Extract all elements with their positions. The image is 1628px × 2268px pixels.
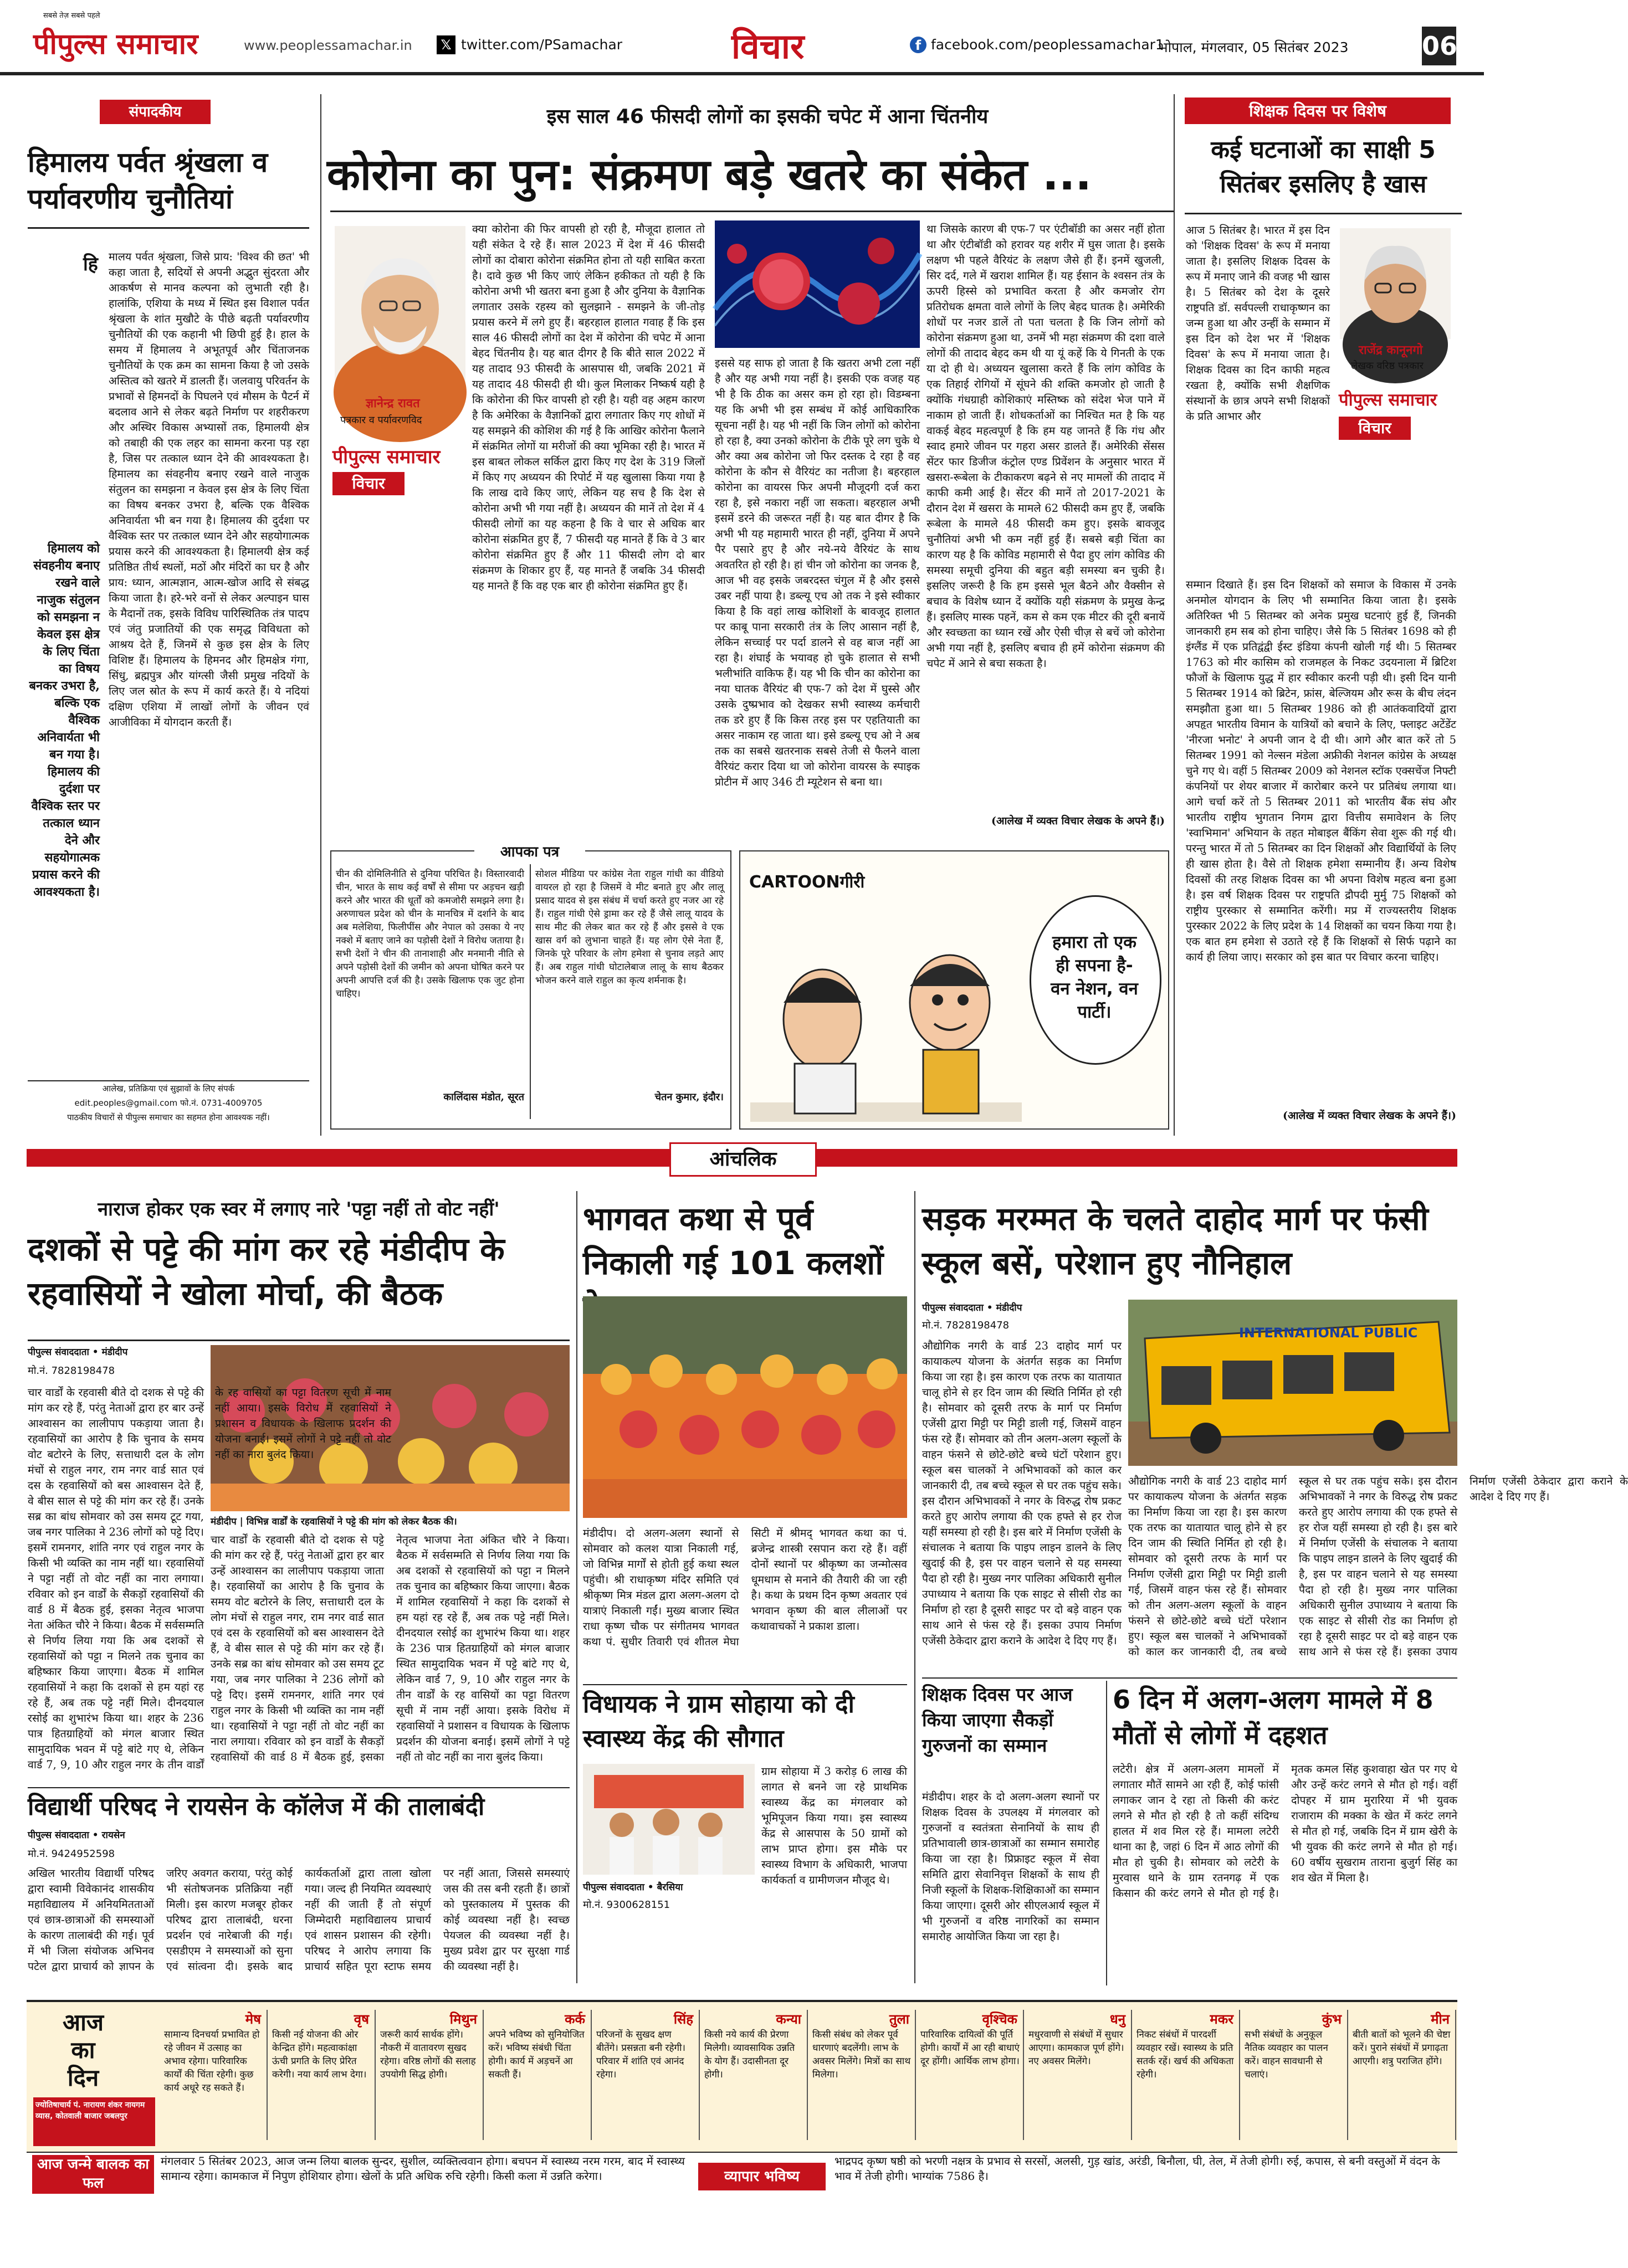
editorial-tag: संपादकीय <box>100 100 211 124</box>
letters-col2: सोशल मीडिया पर कांग्रेस नेता राहुल गांधी का वीडियो वायरल हो रहा है जिसमें वे मीट बनाते हुए और लालू प्रसाद यादव से इस संबंध में चर्चा करते हुए नजर आ रहे हैं। राहुल गांधी ऐसे ड्रामा कर रहे हैं जैसे लालू यादव के साथ मीट की लेकर बात कर रहे हैं और इससे वे एक खास वर्ग को लुभाना चाहते हैं। यह लोग ऐसे नेता हैं, जिनके पूरे परिवार के लोग हमेशा से चुनाव लड़ते आए हैं। अब राहुल गांधी घोटालेबाज लालू के साथ बैठकर भोजन करने वाले राहुल का कृत्य शर्मनाक है। <box>535 869 724 986</box>
divider-left <box>320 94 321 1136</box>
horoscope-sign-text: जरूरी कार्य सार्थक होंगे। नौकरी में वातावरण सुखद रहेगा। वरिष्ठ लोगों की सलाह उपयोगी सिद्ध होगी। <box>380 2029 476 2080</box>
story6-top-rule <box>922 1677 1457 1679</box>
teachers-body-bottom: सम्मान दिखाते हैं। इस दिन शिक्षकों को समाज के विकास में उनके अनमोल योगदान के लिए भी सम्मानित किया जाता है। इसके अतिरिक्त भी 5 सितम्बर को अनेक प्रमुख घटनाएं हुई हैं, जिनकी जानकारी हम सब को होना चाहिए। जैसे कि 5 सितंबर 1698 को ही इंग्लैंड में एक प्रतिद्वंद्वी ईस्ट इंडिया कंपनी खोली गई थी। 5 सितम्बर 1763 को मीर कासिम को राजमहल के निकट उदयनाला में ब्रिटिश फौजों के खिलाफ युद्ध में हार स्वीकार करनी पड़ी थी। इसी दिन यानी 5 सितम्बर 1914 को ब्रिटेन, फ्रांस, बेल्जियम और रूस के बीच लंदन समझौता हुआ था। 5 सितम्बर 1986 को ही आतंकवादियों द्वारा अपहृत भारतीय विमान के यात्रियों को बचाने के लिए, फ्लाइट अटेंडेंट 'नीरजा भनोट' ने अपनी जान दे दी थी। आगे और बात करें तो 5 सितम्बर 1991 को नेल्सन मंडेला अफ्रीकी नेशनल कांग्रेस के अध्यक्ष चुने गए थे। वहीं 5 सितम्बर 2009 को नेशनल स्टॉक एक्सचेंज निफ्टी कंपनियों पर शेयर बाजार में कारोबार करने पर प्रतिबंध लगाया था। आगे चर्चा करें तो 5 सितम्बर 2011 को भारतीय बैंक संघ और भारतीय राष्ट्रीय भुगतान निगम द्वारा वित्तीय समावेशन के लिए 'स्वाभिमान' अभियान के तहत मोबाइल बैंकिंग सेवा शुरू की गई थी। परन्तु भारत में तो 5 सितम्बर का दिन शिक्षकों और विद्यार्थियों के लिए ही खास होता है। वैसे तो शिक्षक हमेशा सम्मानीय हैं। अन्य विशेष दिवसों की तरह शिक्षक दिवस का भी अपना विशेष महत्व बना हुआ है। इस वर्ष शिक्षक दिवस पर राष्ट्रपति द्रौपदी मुर्मु 75 शिक्षकों को राष्ट्रीय पुरस्कार से सम्मानित करेंगी। मप्र में राज्यस्तरीय शिक्षक पुरस्कार 2022 के लिए प्रदेश के 14 शिक्षकों का चयन किया गया है। एक बात हम हमेशा से उठाते रहे हैं कि शिक्षकों से सिर्फ पढ़ाने का कार्य ही लिया जाए। सरकार को इस बात पर विचार करना चाहिए। <box>1186 578 1456 963</box>
story5-body-cont <box>1128 1474 1628 1671</box>
horoscope-sign-text: पारिवारिक दायित्वों की पूर्ति होगी। कार्यों में आ रही बाधाएं दूर होंगी। आर्थिक लाभ होगा। <box>920 2029 1020 2067</box>
horoscope-sign-name: सिंह <box>673 2012 693 2027</box>
horoscope-sign-name: धनु <box>1109 2012 1125 2027</box>
page-number: 06 <box>1422 27 1456 65</box>
virus-illustration <box>715 220 920 348</box>
market-tag: व्यापार भविष्य <box>698 2163 826 2190</box>
story2-byline: पीपुल्स संवाददाता • रायसेन <box>28 1830 125 1841</box>
cartoon-tag: CARTOONगीरी <box>749 873 865 892</box>
story4-top-rule <box>583 1684 907 1685</box>
editorial-pullquote: हिमालय को संवहनीय बनाए रखने वाले नाजुक संतुलन को समझना न केवल इस क्षेत्र के लिए चिंता का विषय बनकर उभरा है, बल्कि एक वैश्विक अनिवार्यता भी बन गया है। हिमालय की दुर्दशा पर वैश्विक स्तर पर तत्काल ध्यान देने और सहयोगात्मक प्रयास करने की आवश्यकता है। <box>29 541 100 899</box>
horoscope-sign-name: तुला <box>889 2012 909 2027</box>
story6-headline: शिक्षक दिवस पर आज किया जाएगा सैकड़ों गुरुजनों का सम्मान <box>922 1684 1073 1756</box>
editorial-body: मालय पर्वत श्रृंखला, जिसे प्राय: 'विश्व की छत' भी कहा जाता है, सदियों से अपनी अद्भुत सुंदरता और आकर्षण से मानव कल्पना को लुभाती रही है। हालांकि, एशिया के मध्य में स्थित इस विशाल पर्वत श्रृंखला के शांत मुखौटे के पीछे बढ़ती पर्यावरणीय चुनौतियों की एक कहानी भी छिपी हुई है। हाल के समय में हिमालय ने अभूतपूर्व और चिंताजनक चुनौतियों के एक क्रम का सामना किया है जो उसके अस्तित्व को खतरे में डालती हैं। जलवायु परिवर्तन के प्रभावों से हिमनदों के पिघलने एवं मौसम के पैटर्न में बदलाव आने से लेकर बढ़ते निर्माण पर शहरीकरण और अस्थिर विकास अभ्यासों तक, हिमालयी क्षेत्र को तबाही की एक लहर का सामना करना पड़ रहा है, जिस पर तत्काल ध्यान देने की आवश्यकता है। हिमालय का संवहनीय बनाए रखने वाले नाजुक संतुलन का समझना न केवल इस क्षेत्र के लिए चिंता का विषय बनकर उभरा है, बल्कि एक वैश्विक अनिवार्यता भी बन गया है। हिमालय की दुर्दशा पर वैश्विक स्तर पर तत्काल ध्यान देने और सहयोगात्मक प्रयास करने की आवश्यकता है। हिमालयी क्षेत्र कई प्रतिष्ठित तीर्थ स्थलों, मठों और मंदिरों का घर है और प्राय: ध्यान, आत्मज्ञान, आत्म-खोज आदि से संबद्ध किया जाता है। हरे-भरे वनों से लेकर अल्पाइन घास के मैदानों तक, इसके विविध पारिस्थितिक तंत्र पादप एवं जंतु प्रजातियों की एक समृद्ध विविधता को आश्रय देते हैं, जिनमें से कुछ इस क्षेत्र के लिए विशिष्ट हैं। हिमालय के हिमनद और हिमक्षेत्र गंगा, सिंधु, ब्रह्मपुत्र और यांग्त्सी जैसी प्रमुख नदियों के लिए जल स्रोत के रूप में कार्य करते हैं। ये नदियां दक्षिण एशिया में लाखों लोगों के जीवन एवं आजीविका में योगदान करती हैं। <box>109 250 309 728</box>
story1-caption: मंडीदीप | विभिन्न वार्डों के रहवासियों ने पट्टे की मांग को लेकर बैठक की। <box>211 1516 457 1527</box>
story4-body: ग्राम सोहाया में 3 करोड़ 6 लाख की लागत से बनने जा रहे प्राथमिक स्वास्थ्य केंद्र का मंगलवार को भूमिपूजन किया गया। इस स्वास्थ्य केंद्र से आसपास के 50 ग्रामों को लाभ प्राप्त होगा। इस मौके पर स्वास्थ्य विभाग के अधिकारी, भाजपा कार्यकर्ता व ग्रामीणजन मौजूद थे। <box>761 1765 907 1886</box>
editorial-dropcap: हि <box>83 253 98 275</box>
divider-regional-3 <box>1106 1681 1107 1985</box>
story4-phone: मो.नं. 9300628151 <box>583 1899 670 1911</box>
horoscope-sign <box>809 2010 916 2140</box>
editorial-footer <box>28 1080 309 1137</box>
story2-headline: विद्यार्थी परिषद ने रायसेन के कॉलेज में की तालाबंदी <box>28 1793 485 1821</box>
story5-body-cont-text: औद्योगिक नगरी के वार्ड 23 दाहोद मार्ग पर कायाकल्प योजना के अंतर्गत सड़क का निर्माण किया जा रहा है। इस कारण एक तरफ का यातायात चालू होने से हर दिन जाम की स्थिति निर्मित हो रही है। सोमवार को दूसरी तरफ के मार्ग पर निर्माण एजेंसी द्वारा मिट्टी पर मिट्टी डाली गई, जिसमें वाहन फंस रहे हैं। सोमवार को तीन अलग-अलग स्कूलों के वाहन फंसने से छोटे-छोटे बच्चे घंटों परेशान हुए। स्कूल बस चालकों ने अभिभावकों को काल कर जानकारी दी, तब बच्चे स्कूल से घर तक पहुंच सके। इस दौरान अभिभावकों ने नगर के विरुद्ध रोष प्रकट करते हुए आरोप लगाया की एक हफ्ते से हर रोज यहीं समस्या हो रही है। इस बारे में निर्माण एजेंसी के संचालक ने बताया कि पाइप लाइन डालने के लिए खुदाई की है, इस पर वाहन चलाने से यह समस्या पैदा हो रही है। मुख्य नगर पालिका अधिकारी सुनील उपाध्याय ने बताया कि एक साइट से सीसी रोड का निर्माण हो रहा है दूसरी साइट पर दो बड़े वाहन एक साथ आने से फंस रहे हैं। इसका उपाय निर्माण एजेंसी ठेकेदार द्वारा कराने के आदेश दे दिए गए हैं। <box>1128 1475 1628 1658</box>
letters-tag: आपका पत्र <box>474 842 585 862</box>
horoscope-sign-name: वृष <box>354 2012 369 2027</box>
story5-phone: मो.नं. 7828198478 <box>922 1320 1010 1331</box>
main-section-badge: विचार <box>332 472 405 495</box>
story4-photo <box>583 1764 755 1875</box>
story4-headline: विधायक ने ग्राम सोहाया को दी स्वास्थ्य केंद्र की सौगात <box>583 1690 854 1753</box>
teachers-author-role: लेखक वरिष्ठ पत्रकार <box>1351 360 1424 372</box>
teachers-tag: शिक्षक दिवस पर विशेष <box>1185 98 1451 124</box>
horoscope-sign <box>485 2010 592 2140</box>
divider-regional-2 <box>914 1191 915 1983</box>
masthead-twitter: twitter.com/PSamachar <box>461 37 623 53</box>
section-title: विचार <box>731 26 805 66</box>
story1-body-cont <box>211 1532 570 1787</box>
main-kicker: इस साल 46 फीसदी लोगों का इसकी चपेट में आना चिंतनीय <box>546 105 989 128</box>
teachers-author-name: राजेंद्र कानूनगो <box>1359 343 1423 357</box>
horoscope-title <box>33 2009 133 2092</box>
divider-regional-1 <box>576 1191 577 1983</box>
story7-headline: 6 दिन में अलग-अलग मामले में 8 मौतों से लोगों में दहशत <box>1113 1685 1434 1750</box>
cartoon-drawing <box>750 897 1022 1122</box>
horoscope-sign <box>1133 2010 1240 2140</box>
story7-body: लटेरी। क्षेत्र में अलग-अलग मामलों में लगातार मौतें सामने आ रही हैं, कोई फांसी लगाकर जान दे रहा तो किसी की करंट लगने से मौत हो रही है तो कहीं संदिग्ध हालत में शव मिल रहे हैं। मामला लटेरी थाना का है, जहां 6 दिन में आठ लोगों की मौत हो चुकी है। सोमवार को लटेरी के मुरवास थाने के ग्राम रतनगढ़ में एक किसान की करंट लगने से मौत हो गई है। मृतक कमल सिंह कुशवाहा खेत पर गए थे और उन्हें करंट लगने से मौत हो गई। वहीं दोपहर में ग्राम मुरारिया में भी युवक राजाराम की मक्का के खेत में करंट लगने से मौत हो गई, जबकि दिन में ग्राम खेरी के भी युवक की करंट लगने से मौत हो गई। 60 वर्षीय सुखराम ताराना बुजुर्ग सिंह का शव खेत में मिला है। <box>1113 1763 1457 1900</box>
horoscope-sign-text: सभी संबंधों के अनुकूल नैतिक व्यवहार का पालन करें। वाहन सावधानी से चलाएं। <box>1245 2029 1328 2080</box>
market-text: भाद्रपद कृष्ण षष्ठी को भरणी नक्षत्र के प्रभाव से सरसों, अलसी, गुड़ खांड, अरंडी, बिनौला, घी, तेल, में तेजी होगी। रुई, कपास, से बनी वस्तुओं में वंदन के भाव में तेजी होगी। भाग्यांक 7586 है। <box>835 2154 1440 2183</box>
story6-body: मंडीदीप। शहर के दो अलग-अलग स्थानों पर शिक्षक दिवस के उपलक्ष्य में मंगलवार को गुरुजनों व स्वतंत्रता सेनानियों के साथ ही प्रतिभावाली छात्र-छात्राओं का सम्मान समारोह किया जा रहा है। प्रिफ्राइट स्कूल में सेवा समिति द्वारा सेवानिवृत्त शिक्षकों के साथ ही निजी स्कूलों के शिक्षक-शिक्षिकाओं का सम्मान किया जाएगा। दूसरी ओर सीएलआर्य स्कूल में भी गुरुजनों व वरिष्ठ नागरिकों का सम्मान समारोह आयोजित किया जा रहा है। <box>922 1790 1099 1943</box>
editorial-footer-2[interactable]: edit.peoples@gmail.com फो.नं. 0731-4009705 <box>74 1098 263 1108</box>
horoscope-title-3: दिन <box>67 2064 99 2091</box>
horoscope-sign <box>1241 2010 1348 2140</box>
horoscope-sign-name: कर्क <box>565 2012 585 2027</box>
story5-bus-photo <box>1128 1300 1457 1466</box>
horoscope-sign <box>593 2010 700 2140</box>
horoscope-sign-text: निकट संबंधों में पारदर्शी व्यवहार रखें। स्वास्थ्य के प्रति सतर्क रहें। खर्च की अधिकता रहेगी। <box>1136 2029 1234 2080</box>
main-author-name: ज्ञानेन्द्र रावत <box>366 397 420 411</box>
masthead-facebook: facebook.com/peoplessamachar1 <box>931 37 1164 53</box>
story1-byline: पीपुल्स संवाददाता • मंडीदीप <box>28 1347 128 1358</box>
masthead <box>0 0 1484 75</box>
story5-byline: पीपुल्स संवाददाता • मंडीदीप <box>922 1302 1022 1313</box>
main-headline: कोरोना का पुन: संक्रमण बड़े खतरे का संकेत ... <box>327 150 1092 200</box>
teachers-section-badge: विचार <box>1339 417 1411 440</box>
masthead-logo: पीपुल्स समाचार <box>33 28 198 61</box>
letters-sender-1: कालिंदास मंडोत, सूरत <box>443 1091 524 1103</box>
masthead-site: www.peoplessamachar.in <box>244 38 412 53</box>
letters-sender-2: चेतन कुमार, इंदौर। <box>654 1091 724 1103</box>
editorial-title: हिमालय पर्वत श्रृंखला व पर्यावरणीय चुनौतियां <box>28 146 268 215</box>
story3-body: मंडीदीप। दो अलग-अलग स्थानों से सोमवार को कलश यात्रा निकाली गई, जो विभिन्न मार्गों से होती हुई कथा स्थल पहुंची। श्री राधाकृष्ण मंदिर समिति एवं श्रीकृष्ण मित्र मंडल द्वारा अलग-अलग दो यात्राएं निकाली गईं। मुख्य बाजार स्थित राधा कृष्ण चौक पर संगीतमय भागवत कथा पं. सुधीर तिवारी एवं शीतल मेघा सिटी में श्रीमद् भागवत कथा का पं. ब्रजेन्द्र शास्त्री रसपान करा रहे हैं। वहीं दोनों स्थानों पर श्रीकृष्ण का जन्मोत्सव धूमधाम से मनाने की तैयारी की जा रही है। कथा के प्रथम दिन कृष्ण अवतार एवं भगवान कृष्ण की बाल लीलाओं पर कथावाचकों ने प्रकाश डाला। <box>583 1527 907 1648</box>
horoscope-sign-name: कन्या <box>776 2012 801 2027</box>
story1-phone: मो.नं. 7828198478 <box>28 1365 115 1377</box>
horoscope-sign-text: किसी नये कार्य की प्रेरणा मिलेगी। व्यावसायिक उन्नति के योग हैं। उदासीनता दूर होगी। <box>704 2029 795 2080</box>
story1-body-cont-text: चार वार्डों के रहवासी बीते दो दशक से पट्टे की मांग कर रहे हैं, परंतु नेताओं द्वारा हर बार उन्हें आश्वासन का लालीपाप पकड़ाया जाता है। रहवासियों का आरोप है कि चुनाव के समय वोट बटोरने के लिए, सत्ताधारी दल के लोग मंचों से राहुल नगर, राम नगर वार्ड सात एवं दस के रहवासियों को बस आश्वासन देते हैं, वे बीस साल से पट्टे की मांग कर रहे हैं। उनके सब्र का बांध सोमवार को उस समय टूट गया, जब नगर पालिका ने 236 लोगों को पट्टे दिए। इसमें रामनगर, शांति नगर एवं राहुल नगर के किसी भी व्यक्ति का नाम नहीं था। रहवासियों ने पट्टा नहीं तो वोट नहीं का नारा लगाया। रविवार को इन वार्डों के सैकड़ों रहवासियों की वार्ड 8 में बैठक हुई, इसका नेतृत्व भाजपा नेता अंकित चौरे ने किया। बैठक में सर्वसम्मति से निर्णय लिया गया कि अब दशकों से रहवासियों को पट्टा न मिलने तक चुनाव का बहिष्कार किया जाएगा। बैठक में शामिल रहवासियों ने कहा कि दशकों से हम यहां रह रहे हैं, अब तक पट्टे नहीं मिले। दीनदयाल रसोई का शुभारंभ किया था। शहर के 236 पात्र हितग्राहियों को मंगल बाजार स्थित सामुदायिक भवन में पट्टे बांटे गए थे, लेकिन वार्ड 7, 9, 10 और राहुल नगर के तीन वार्डों के रह वासियों का पट्टा वितरण सूची में नाम नहीं आया। इसके विरोध में रहवासियों ने प्रशासन व विधायक के खिलाफ प्रदर्शन की योजना बनाई। इसमें लोगों ने पट्टे नहीं तो वोट नहीं का नारा बुलंद किया। <box>211 1533 570 1763</box>
story3-photo <box>583 1296 907 1518</box>
horoscope-sign <box>161 2010 268 2140</box>
masthead-dateline: भोपाल, मंगलवार, 05 सितंबर 2023 <box>1158 39 1349 55</box>
horoscope-sign-name: मीन <box>1431 2012 1450 2027</box>
main-col2-body: इससे यह साफ हो जाता है कि खतरा अभी टला नहीं है और यह अभी गया नहीं है। इसकी एक वजह यह भी है कि ठीक का असर कम हो रहा हो। विडम्बना यह कि अभी भी इस सम्बंध में कोई आधिकारिक सूचना नहीं है। यह भी नहीं कि जिन लोगों को कोरोना हो रहा है, क्या उनको कोरोना के टीके पूरे लग चुके थे और क्या अब कोरोना जो फिर दस्तक दे रहा है वह कोरोना के कौन से वैरियंट का नतीजा है। बहरहाल कोरोना का वायरस फिर अपनी मौजूदगी दर्ज करा रहा है, इसे नकारा नहीं जा सकता। बहरहाल अभी इसमें डरने की जरूरत नहीं है। यह बात दीगर है कि अभी भी यह महामारी भारत ही नहीं, दुनिया में अपने पैर पसारे हुए है और नये-नये वैरियंट के साथ अवतरित हो रही है। हां चीन जो कोरोना का जनक है, आज भी वह इसके जबरदस्त चंगुल में है और इससे उबर नहीं पाया है। डब्ल्यू एच ओ तक ने इसे स्वीकार किया है कि वहां लाख कोशिशों के बावजूद हालात पर काबू पाना सरकारी तंत्र के लिए आसान नहीं है, लेकिन सच्चाई पर पर्दा डालने से वह बाज नहीं आ रहा है। शंघाई के भयावह हो चुके हालात से सभी भलीभांति वाकिफ हैं। यह भी कि चीन का कोरोना का नया घातक वैरियंट बी एफ-7 को देश में घुस्से और उसके दुष्प्रभाव को देखकर सभी स्वास्थ्य कर्मचारी तक डरे हुए हैं कि किस तरह इस पर एहतियाती का असर नाकाम रह जाता था। इसे डब्ल्यू एच ओ ने अब तक का सबसे खतरनाक सबसे तेजी से फैलने वाला वैरियंट करार दिया था जो कोरोना वायरस के स्पाइक प्रोटीन में आए 346 टी म्यूटेशन से बना था। <box>715 357 920 788</box>
editorial-footer-3: पाठकीय विचारों से पीपुल्स समाचार का सहमत होना आवश्यक नहीं। <box>67 1112 270 1122</box>
teachers-rule <box>1185 213 1462 214</box>
editorial-rule <box>28 227 309 229</box>
horoscope-sign <box>269 2010 376 2140</box>
horoscope-sign <box>1349 2010 1456 2140</box>
horoscope-sign <box>377 2010 484 2140</box>
horoscope-sign-text: बीती बातों को भूलने की चेष्टा करें। पुराने संबंधों में प्रगाढ़ता आएगी। शत्रु पराजित होंगे। <box>1353 2029 1451 2067</box>
horoscope-astrologer: ज्योतिषाचार्य पं. नारायण शंकर नायगम व्यास, कोतवाली बाजार जबलपुर <box>33 2097 155 2146</box>
story4-byline: पीपुल्स संवाददाता • बैरसिया <box>583 1882 683 1893</box>
twitter-icon: 𝕏 <box>437 35 455 54</box>
horoscope-sign-name: कुंभ <box>1322 2012 1342 2027</box>
story2-top-rule <box>28 1787 570 1788</box>
horoscope-sign-name: मिथुन <box>449 2012 477 2027</box>
horoscope-sign-name: मेष <box>245 2012 261 2027</box>
horoscope-sign <box>917 2010 1024 2140</box>
teachers-headline: कई घटनाओं का साक्षी 5 सितंबर इसलिए है खास <box>1211 136 1436 198</box>
main-disclaimer: (आलेख में व्यक्त विचार लेखक के अपने हैं।) <box>991 815 1165 827</box>
main-col1-body: क्या कोरोना की फिर वापसी हो रही है, मौजूदा हालात तो यही संकेत दे रहे हैं। साल 2023 में देश में 46 फीसदी लोगों का दोबारा कोरोना संक्रमित होना तो यही साबित करता है। दावे कुछ भी किए जाएं लेकिन हकीकत तो यही है कि कोरोना अभी भी खतरा बना हुआ है और दुनिया के वैज्ञानिक लगातार उसके रहस्य को सुलझाने - समझने के जी-तोड़ प्रयास करने में लगे हुए हैं। बहरहाल हालात गवाह हैं कि इस साल 46 फीसदी लोगों का देश में कोरोना की चपेट में आना बेहद चिंतनीय है। यह बात दीगर है कि बीते साल 2022 में यह तादाद 93 फीसदी के आसपास थी, जबकि 2021 में यह तादाद 48 फीसदी ही थी। कुल मिलाकर निष्कर्ष यही है कि कोरोना की फिर वापसी हो रही है। यही वह अहम कारण है कि अमेरिका के वैज्ञानिकों द्वारा लगातार किए गए शोधों में यह समझने की कोशिश की गई है कि आखिर कोरोना फैलाने में संक्रमित लोगों या मरीजों की क्या भूमिका रही है। भारत में इस बाबत लोकल सर्किल द्वारा किए गए देश के 319 जिलों में किए गए अध्ययन की रिपोर्ट में यह खुलासा किया गया है कि लाख दावे किए जाएं, लेकिन यह सच है कि देश से कोरोना अभी भी गया नहीं है। अध्ययन की मानें तो देश में 4 फीसदी लोगों का यह कहना है कि वे चार से अधिक बार कोरोना संक्रमित हुए हैं, 7 फीसदी यह मानते हैं कि वे 3 बार कोरोना संक्रमित हुए हैं और 11 फीसदी लोग दो बार संक्रमण के शिकार हुए हैं, यह मानते हैं जबकि 34 फीसदी यह मानते हैं कि वह एक बार ही कोरोना संक्रमित हुए हैं। <box>472 223 705 592</box>
horoscope-title-2: का <box>71 2036 95 2064</box>
story1-kicker: नाराज होकर एक स्वर में लगाए नारे 'पट्टा नहीं तो वोट नहीं' <box>98 1198 500 1220</box>
facebook-icon: f <box>910 37 926 53</box>
letters-col1: चीन की दोमिलिनीति से दुनिया परिचित है। विस्तारवादी चीन, भारत के साथ कई वर्षों से सीमा पर अड़चन खड़ी करने और भारत की धूर्तों को कमजोरी समझने लगा है। अरुणाचल प्रदेश को चीन के मानचित्र में दर्शाने के बाद अब मलेशिया, फिलीपींस और नेपाल को उसका ये नए नक्शे में बताए जाने का पड़ोसी देशों ने विरोध जताया है। सभी देशों ने चीन की तानाशाही और मनमानी नीति से अपने पड़ोसी देशों की जमीन को अपना घोषित करने पर अपनी आपत्ति दर्ज की है। उसके खिलाफ एक जुट होना चाहिए। <box>336 869 524 999</box>
birthday-tag: आज जन्मे बालक का फल <box>32 2155 154 2194</box>
story5-bus-sign: INTERNATIONAL PUBLIC <box>1239 1325 1418 1341</box>
story2-body: अखिल भारतीय विद्यार्थी परिषद द्वारा स्वामी विवेकानंद शासकीय महाविद्यालय में अनियमितताओं एवं छात्र-छात्राओं की समस्याओं के कारण तालाबंदी की गई। पूर्व में भी जिला संयोजक अभिनव पटेल द्वारा प्राचार्य को ज्ञापन के जरिए अवगत कराया, परंतु कोई भी संतोषजनक प्रतिक्रिया नहीं मिली। इस कारण मजबूर होकर परिषद द्वारा तालाबंदी, धरना प्रदर्शन एवं नारेबाजी की गई। एसडीएम ने समस्याओं को सुना एवं सांत्वना दी। इसके बाद कार्यकर्ताओं द्वारा ताला खोला गया। जल्द ही नियमित व्यवस्थाएं नहीं की जाती हैं तो संपूर्ण जिम्मेदारी महाविद्यालय प्राचार्य एवं शासन प्रशासन की रहेगी। परिषद ने आरोप लगाया कि प्राचार्य सहित पूरा स्टाफ समय पर नहीं आता, जिससे समस्याएं जस की तस बनी रहती हैं। छात्रों को पुस्तकालय में पुस्तक की कोई व्यवस्था नहीं है। स्वच्छ पेयजल की व्यवस्था नहीं है। मुख्य प्रवेश द्वार पर सुरक्षा गार्ड की व्यवस्था नहीं है। <box>28 1867 570 1973</box>
divider-right <box>1174 94 1175 1136</box>
horoscope-sign-name: वृश्चिक <box>982 2012 1017 2027</box>
teachers-body-top: आज 5 सितंबर है। भारत में इस दिन को 'शिक्षक दिवस' के रूप में मनाया जाता है। इसलिए शिक्षक दिवस के रूप में मनाए जाने की वजह भी खास है। 5 सितंबर को देश के दूसरे राष्ट्रपति डॉ. सर्वपल्ली राधाकृष्णन का जन्म हुआ था और उन्हीं के सम्मान में इस दिन को देश भर में 'शिक्षक दिवस' के रूप में मनाया जाता है। शिक्षक दिवस का दिन काफी महत्व रखता है, क्योंकि सभी शैक्षणिक संस्थानों के छात्र अपने सभी शिक्षकों के प्रति आभार और <box>1186 224 1330 423</box>
horoscope-sign <box>1025 2010 1132 2140</box>
teachers-author-photo <box>1340 228 1451 339</box>
horoscope-sign-text: किसी संबंध को लेकर पूर्व धारणाएं बदलेंगी। लाभ के अवसर मिलेंगे। मित्रों का साथ मिलेगा। <box>812 2029 911 2080</box>
cartoon-bubble-text: हमारा तो एक ही सपना है- वन नेशन, वन पार्टी। <box>1051 932 1138 1022</box>
story1-headline: दशकों से पट्टे की मांग कर रहे मंडीदीप के रहवासियों ने खोला मोर्चा, की बैठक <box>28 1230 505 1312</box>
story5-headline: सड़क मरम्मत के चलते दाहोद मार्ग पर फंसी स्कूल बसें, परेशान हुए नौनिहाल <box>922 1200 1429 1282</box>
horoscope-sign-text: मधुरवाणी से संबंधों में सुधार आएगा। कामकाज पूर्ण होंगे। नए अवसर मिलेंगे। <box>1028 2029 1124 2067</box>
horoscope-sign <box>701 2010 808 2140</box>
horoscope-sign-text: किसी नई योजना की ओर केन्द्रित होंगे। महत्वाकांक्षा ऊंची प्रगति के लिए प्रेरित करेगी। नया कार्य लाभ देगा। <box>272 2029 367 2080</box>
story2-phone: मो.नं. 9424952598 <box>28 1848 115 1860</box>
story5-body: औद्योगिक नगरी के वार्ड 23 दाहोद मार्ग पर कायाकल्प योजना के अंतर्गत सड़क का निर्माण किया जा रहा है। इस कारण एक तरफ का यातायात चालू होने से हर दिन जाम की स्थिति निर्मित हो रही है। सोमवार को दूसरी तरफ के मार्ग पर निर्माण एजेंसी द्वारा मिट्टी पर मिट्टी डाली गई, जिसमें वाहन फंस रहे हैं। सोमवार को तीन अलग-अलग स्कूलों के वाहन फंसने से छोटे-छोटे बच्चे घंटों परेशान हुए। स्कूल बस चालकों ने अभिभावकों को काल कर जानकारी दी, तब बच्चे स्कूल से घर तक पहुंच सके। इस दौरान अभिभावकों ने नगर के विरुद्ध रोष प्रकट करते हुए आरोप लगाया की एक हफ्ते से हर रोज यहीं समस्या हो रही है। इस बारे में निर्माण एजेंसी के संचालक ने बताया कि पाइप लाइन डालने के लिए खुदाई की है, इस पर वाहन चलाने से यह समस्या पैदा हो रही है। मुख्य नगर पालिका अधिकारी सुनील उपाध्याय ने बताया कि एक साइट से सीसी रोड का निर्माण हो रहा है दूसरी साइट पर दो बड़े वाहन एक साथ आने से फंस रहे हैं। इसका उपाय निर्माण एजेंसी ठेकेदार द्वारा कराने के आदेश दे दिए गए हैं। <box>922 1340 1122 1647</box>
story1-body: चार वार्डों के रहवासी बीते दो दशक से पट्टे की मांग कर रहे हैं, परंतु नेताओं द्वारा हर बार उन्हें आश्वासन का लालीपाप पकड़ाया जाता है। रहवासियों का आरोप है कि चुनाव के समय वोट बटोरने के लिए, सत्ताधारी दल के लोग मंचों से राहुल नगर, राम नगर वार्ड सात एवं दस के रहवासियों को बस आश्वासन देते हैं, वे बीस साल से पट्टे की मांग कर रहे हैं। उनके सब्र का बांध सोमवार को उस समय टूट गया, जब नगर पालिका ने 236 लोगों को पट्टे दिए। इसमें रामनगर, शांति नगर एवं राहुल नगर के किसी भी व्यक्ति का नाम नहीं था। रहवासियों ने पट्टा नहीं तो वोट नहीं का नारा लगाया। रविवार को इन वार्डों के सैकड़ों रहवासियों की वार्ड 8 में बैठक हुई, इसका नेतृत्व भाजपा नेता अंकित चौरे ने किया। बैठक में सर्वसम्मति से निर्णय लिया गया कि अब दशकों से रहवासियों को पट्टा न मिलने तक चुनाव का बहिष्कार किया जाएगा। बैठक में शामिल रहवासियों ने कहा कि दशकों से हम यहां रह रहे हैं, अब तक पट्टे नहीं मिले। दीनदयाल रसोई का शुभारंभ किया था। शहर के 236 पात्र हितग्राहियों को मंगल बाजार स्थित सामुदायिक भवन में पट्टे बांटे गए थे, लेकिन वार्ड 7, 9, 10 और राहुल नगर के तीन वार्डों <box>28 1386 204 1771</box>
main-logo: पीपुल्स समाचार <box>332 446 441 468</box>
birthday-text: मंगलवार 5 सितंबर 2023, आज जन्म लिया बालक सुन्दर, सुशील, व्यक्तित्ववान होगा। बचपन में स्वास्थ्य नरम गरम, बाद में स्वास्थ्य सामान्य रहेगा। कामकाज में निपुण होशियार होगा। खेलों के प्रति अधिक रुचि रहेगी। किसी कला में उन्नति करेगा। <box>161 2154 685 2183</box>
main-author-role: पत्रकार व पर्यावरणविद <box>340 414 422 426</box>
story3-headline: भागवत कथा से पूर्व निकाली गई 101 कलशों <box>583 1200 884 1282</box>
main-headline-rule <box>330 211 1175 212</box>
teachers-disclaimer: (आलेख में व्यक्त विचार लेखक के अपने हैं।) <box>1282 1110 1456 1122</box>
teachers-logo: पीपुल्स समाचार <box>1339 390 1437 410</box>
horoscope-sign-text: परिजनों के सुखद क्षण बीतेंगे। प्रसन्नता बनी रहेगी। परिवार में शांति एवं आनंद रहेगा। <box>596 2029 685 2080</box>
horoscope-sign-text: अपने भविष्य को सुनियोजित करें। भविष्य संबंधी चिंता होगी। कार्य में अड़चनें आ सकती हैं। <box>488 2029 585 2080</box>
horoscope-sign-name: मकर <box>1210 2012 1233 2027</box>
main-col3-body: था जिसके कारण बी एफ-7 पर एंटीबॉडी का असर नहीं होता था और एंटीबॉडी को हरावर यह शरीर में घुस जाता है। इसके लक्षण भी पहले वैरियंट के लक्षण जैसे ही हैं। इनमें खुजली, सिर दर्द, गले में खराश शामिल हैं। यह ईसान के श्वसन तंत्र के ऊपरी हिस्से को प्रभावित करता है और कमजोर रोग प्रतिरोधक क्षमता वाले लोगों के लिए बेहद घातक है। अमेरिकी शोधों पर नजर डालें तो पता चलता है कि जिन लोगों को कोरोना संक्रमण हुआ था, उनमें भी महा संक्रमण की दशा वाले लोगों की तादाद बेहद कम थी या यूं कहें कि ये गिनती के एक या दो ही थे। अध्ययन खुलासा करते हैं कि लांग कोविड के एक तिहाई रोगियों में सूंघने की शक्ति कमजोर हो जाती है क्योंकि गंधग्राही कोशिकाएं मस्तिष्क को संदेश भेज पाने में नाकाम हो जाती हैं। शोधकर्ताओं का निश्चित मत है कि यह वाकई बेहद महत्वपूर्ण है कि हम यह जानते हैं कि गंध और स्वाद हमारे जीवन पर गहरा असर डालते हैं। अमेरिकी सेंसस सेंटर फार डिजीज कंट्रोल एण्ड प्रिवेंशन के अनुसार भारत में खसरा-रूबेला के टीकाकरण बढ़ने से नए मामलों की तादाद में काफी कमी आई है। सेंटर की मानें तो 2017-2021 के दौरान देश में खसरा के मामले 62 फीसदी कम हुए हैं, जबकि रूबेला के मामले 48 फीसदी कम हुए। इसके बावजूद चुनौतियां अभी भी कम नहीं हुई हैं। सबसे बड़ी चिंता का कारण यह है कि कोविड महामारी से पैदा हुए लांग कोविड की समस्या समूची दुनिया की बहुत बड़ी समस्या बन चुकी है। इसलिए जरूरी है कि हम इससे भूल बैठने और वैक्सीन से बचाव के विशेष ध्यान दें क्योंकि यही संक्रमण के प्रमुख केन्द्र हैं। इसलिए मास्क पहनें, कम से कम एक मीटर की दूरी बनायें और स्वच्छता का ध्यान रखें और ऐसी चीज़ से बचें जो कोरोना अभी गया नहीं है, इसलिए बचाव ही हमें कोरोना संक्रमण की चपेट में आने से बचा सकता है। <box>926 223 1165 670</box>
regional-band-title: आंचलिक <box>669 1142 817 1177</box>
story1-rule <box>28 1340 570 1341</box>
masthead-tagline: सबसे तेज़ सबसे पहले <box>43 12 100 20</box>
horoscope-sign-text: सामान्य दिनचर्या प्रभावित हो रहे जीवन में उत्साह का अभाव रहेगा। पारिवारिक कार्यों की चिंता रहेगी। कुछ कार्य अधूरे रह सकते हैं। <box>164 2029 260 2093</box>
editorial-footer-1: आलेख, प्रतिक्रिया एवं सुझावों के लिए संपर्क <box>102 1084 235 1094</box>
author-photo <box>335 226 465 392</box>
letters-divider <box>530 864 531 1119</box>
horoscope-title-1: आज <box>62 2009 104 2036</box>
